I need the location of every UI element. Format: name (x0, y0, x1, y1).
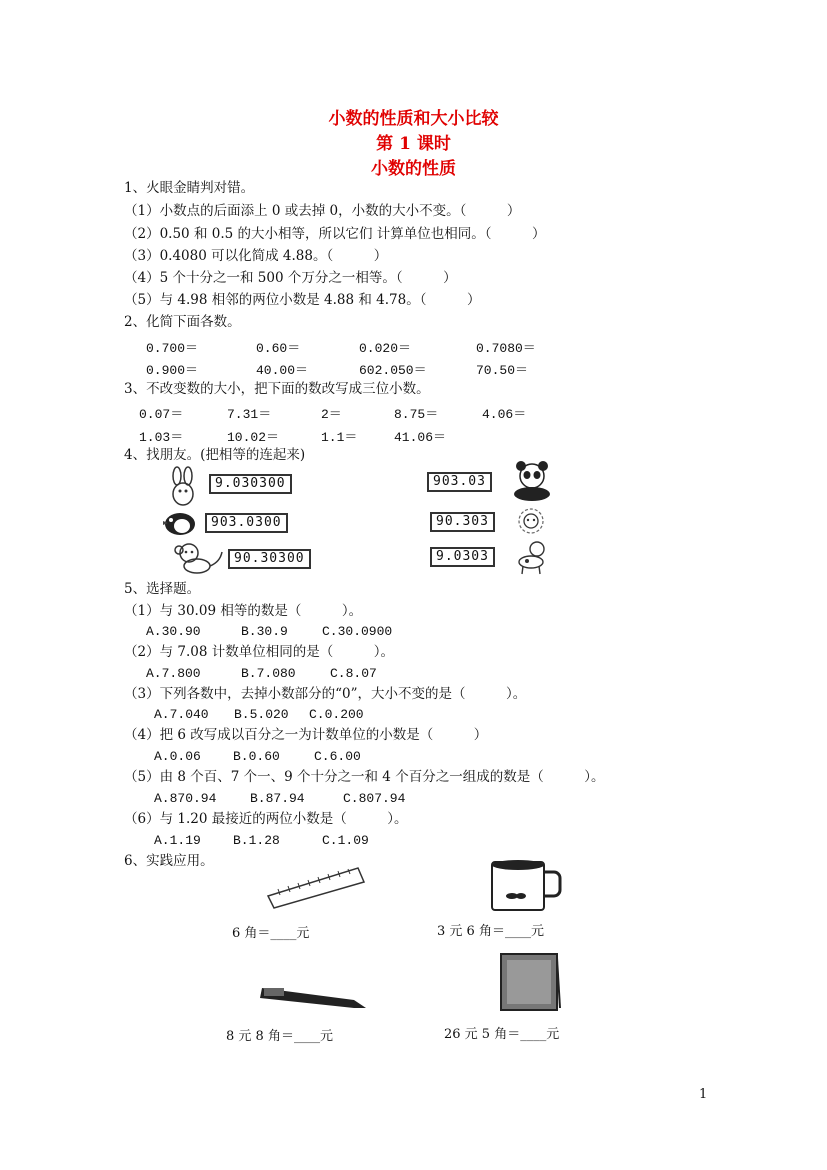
q2-cell: 0.7080＝ (476, 341, 536, 356)
q5-option[interactable]: A.7.800 (146, 666, 201, 681)
q1-heading: 1、火眼金睛判对错。 (124, 180, 255, 196)
q5-option[interactable]: B.1.28 (233, 833, 280, 848)
q5-option[interactable]: B.87.94 (250, 791, 305, 806)
q3-heading: 3、不改变数的大小，把下面的数改写成三位小数。 (124, 381, 430, 397)
q6-heading: 6、实践应用。 (124, 853, 214, 869)
q3-cell: 4.06＝ (482, 407, 527, 422)
panda-icon (506, 461, 560, 501)
q5-question: （4）把 6 改写成以百分之一为计数单位的小数是（ ） (124, 727, 488, 743)
number-card[interactable]: 903.03 (427, 472, 492, 492)
q1-item-1: （1）小数点的后面添上 0 或去掉 0，小数的大小不变。（ ） (124, 203, 521, 219)
q5-question: （2）与 7.08 计数单位相同的是（ ）。 (124, 644, 394, 660)
monkey-icon (165, 540, 227, 576)
number-card[interactable]: 9.0303 (430, 547, 495, 567)
q5-question: （5）由 8 个百、7 个一、9 个十分之一和 4 个百分之一组成的数是（ ）。 (124, 769, 605, 785)
lesson-title: 第 1 课时 (376, 134, 451, 154)
number-card[interactable]: 9.030300 (209, 474, 292, 494)
caption-mug: 3 元 6 角＝____元 (437, 924, 544, 939)
number-card[interactable]: 90.303 (430, 512, 495, 532)
q2-cell: 0.900＝ (146, 363, 199, 378)
number-card[interactable]: 903.0300 (205, 513, 288, 533)
q5-option[interactable]: C.8.07 (330, 666, 377, 681)
q2-cell: 40.00＝ (256, 363, 309, 378)
section-title: 小数的性质 (371, 159, 456, 179)
q3-cell: 0.07＝ (139, 407, 184, 422)
caption-ruler: 6 角＝____元 (232, 926, 310, 941)
q5-option[interactable]: B.30.9 (241, 624, 288, 639)
q5-option[interactable]: A.30.90 (146, 624, 201, 639)
q3-cell: 10.02＝ (227, 430, 280, 445)
q5-option[interactable]: C.807.94 (343, 791, 406, 806)
q5-option[interactable]: A.7.040 (154, 707, 209, 722)
dog-icon (509, 540, 555, 576)
q2-cell: 0.60＝ (256, 341, 301, 356)
q5-question: （3）下列各数中，去掉小数部分的“0”，大小不变的是（ ）。 (124, 686, 527, 702)
q2-heading: 2、化简下面各数。 (124, 314, 241, 330)
q3-cell: 8.75＝ (394, 407, 439, 422)
page-number: 1 (699, 1087, 708, 1102)
q3-cell: 41.06＝ (394, 430, 447, 445)
q2-cell: 0.020＝ (359, 341, 412, 356)
q5-option[interactable]: C.0.200 (309, 707, 364, 722)
q2-cell: 70.50＝ (476, 363, 529, 378)
q5-option[interactable]: C.30.0900 (322, 624, 393, 639)
q5-heading: 5、选择题。 (124, 581, 201, 597)
ruler-icon (266, 866, 366, 910)
notebook-icon (497, 950, 563, 1014)
q5-option[interactable]: A.870.94 (154, 791, 217, 806)
q5-option[interactable]: A.0.06 (154, 749, 201, 764)
q1-item-3: （3）0.4080 可以化简成 4.88。（ ） (124, 248, 388, 264)
q3-cell: 2＝ (321, 407, 342, 422)
q1-item-2: （2）0.50 和 0.5 的大小相等，所以它们 计算单位也相同。（ ） (124, 226, 546, 242)
q1-item-5: （5）与 4.98 相邻的两位小数是 4.88 和 4.78。（ ） (124, 292, 481, 308)
q3-cell: 1.1＝ (321, 430, 358, 445)
q5-option[interactable]: C.1.09 (322, 833, 369, 848)
number-card[interactable]: 90.30300 (228, 549, 311, 569)
penguin-icon (160, 509, 200, 539)
q5-option[interactable]: C.6.00 (314, 749, 361, 764)
q2-cell: 602.050＝ (359, 363, 427, 378)
q3-cell: 1.03＝ (139, 430, 184, 445)
q5-option[interactable]: B.7.080 (241, 666, 296, 681)
mug-icon (488, 858, 566, 914)
q2-cell: 0.700＝ (146, 341, 199, 356)
q5-question: （6）与 1.20 最接近的两位小数是（ ）。 (124, 811, 408, 827)
lion-icon (509, 505, 555, 539)
page-title: 小数的性质和大小比较 (328, 109, 499, 129)
q5-option[interactable]: A.1.19 (154, 833, 201, 848)
q1-item-4: （4）5 个十分之一和 500 个万分之一相等。（ ） (124, 270, 457, 286)
caption-notebook: 26 元 5 角＝____元 (444, 1027, 560, 1042)
pen-icon (258, 980, 368, 1012)
q3-cell: 7.31＝ (227, 407, 272, 422)
q5-question: （1）与 30.09 相等的数是（ ）。 (124, 603, 363, 619)
q4-heading: 4、找朋友。(把相等的连起来) (124, 447, 306, 463)
q5-option[interactable]: B.0.60 (233, 749, 280, 764)
caption-pen: 8 元 8 角＝____元 (226, 1029, 333, 1044)
rabbit-icon (160, 466, 206, 508)
q5-option[interactable]: B.5.020 (234, 707, 289, 722)
